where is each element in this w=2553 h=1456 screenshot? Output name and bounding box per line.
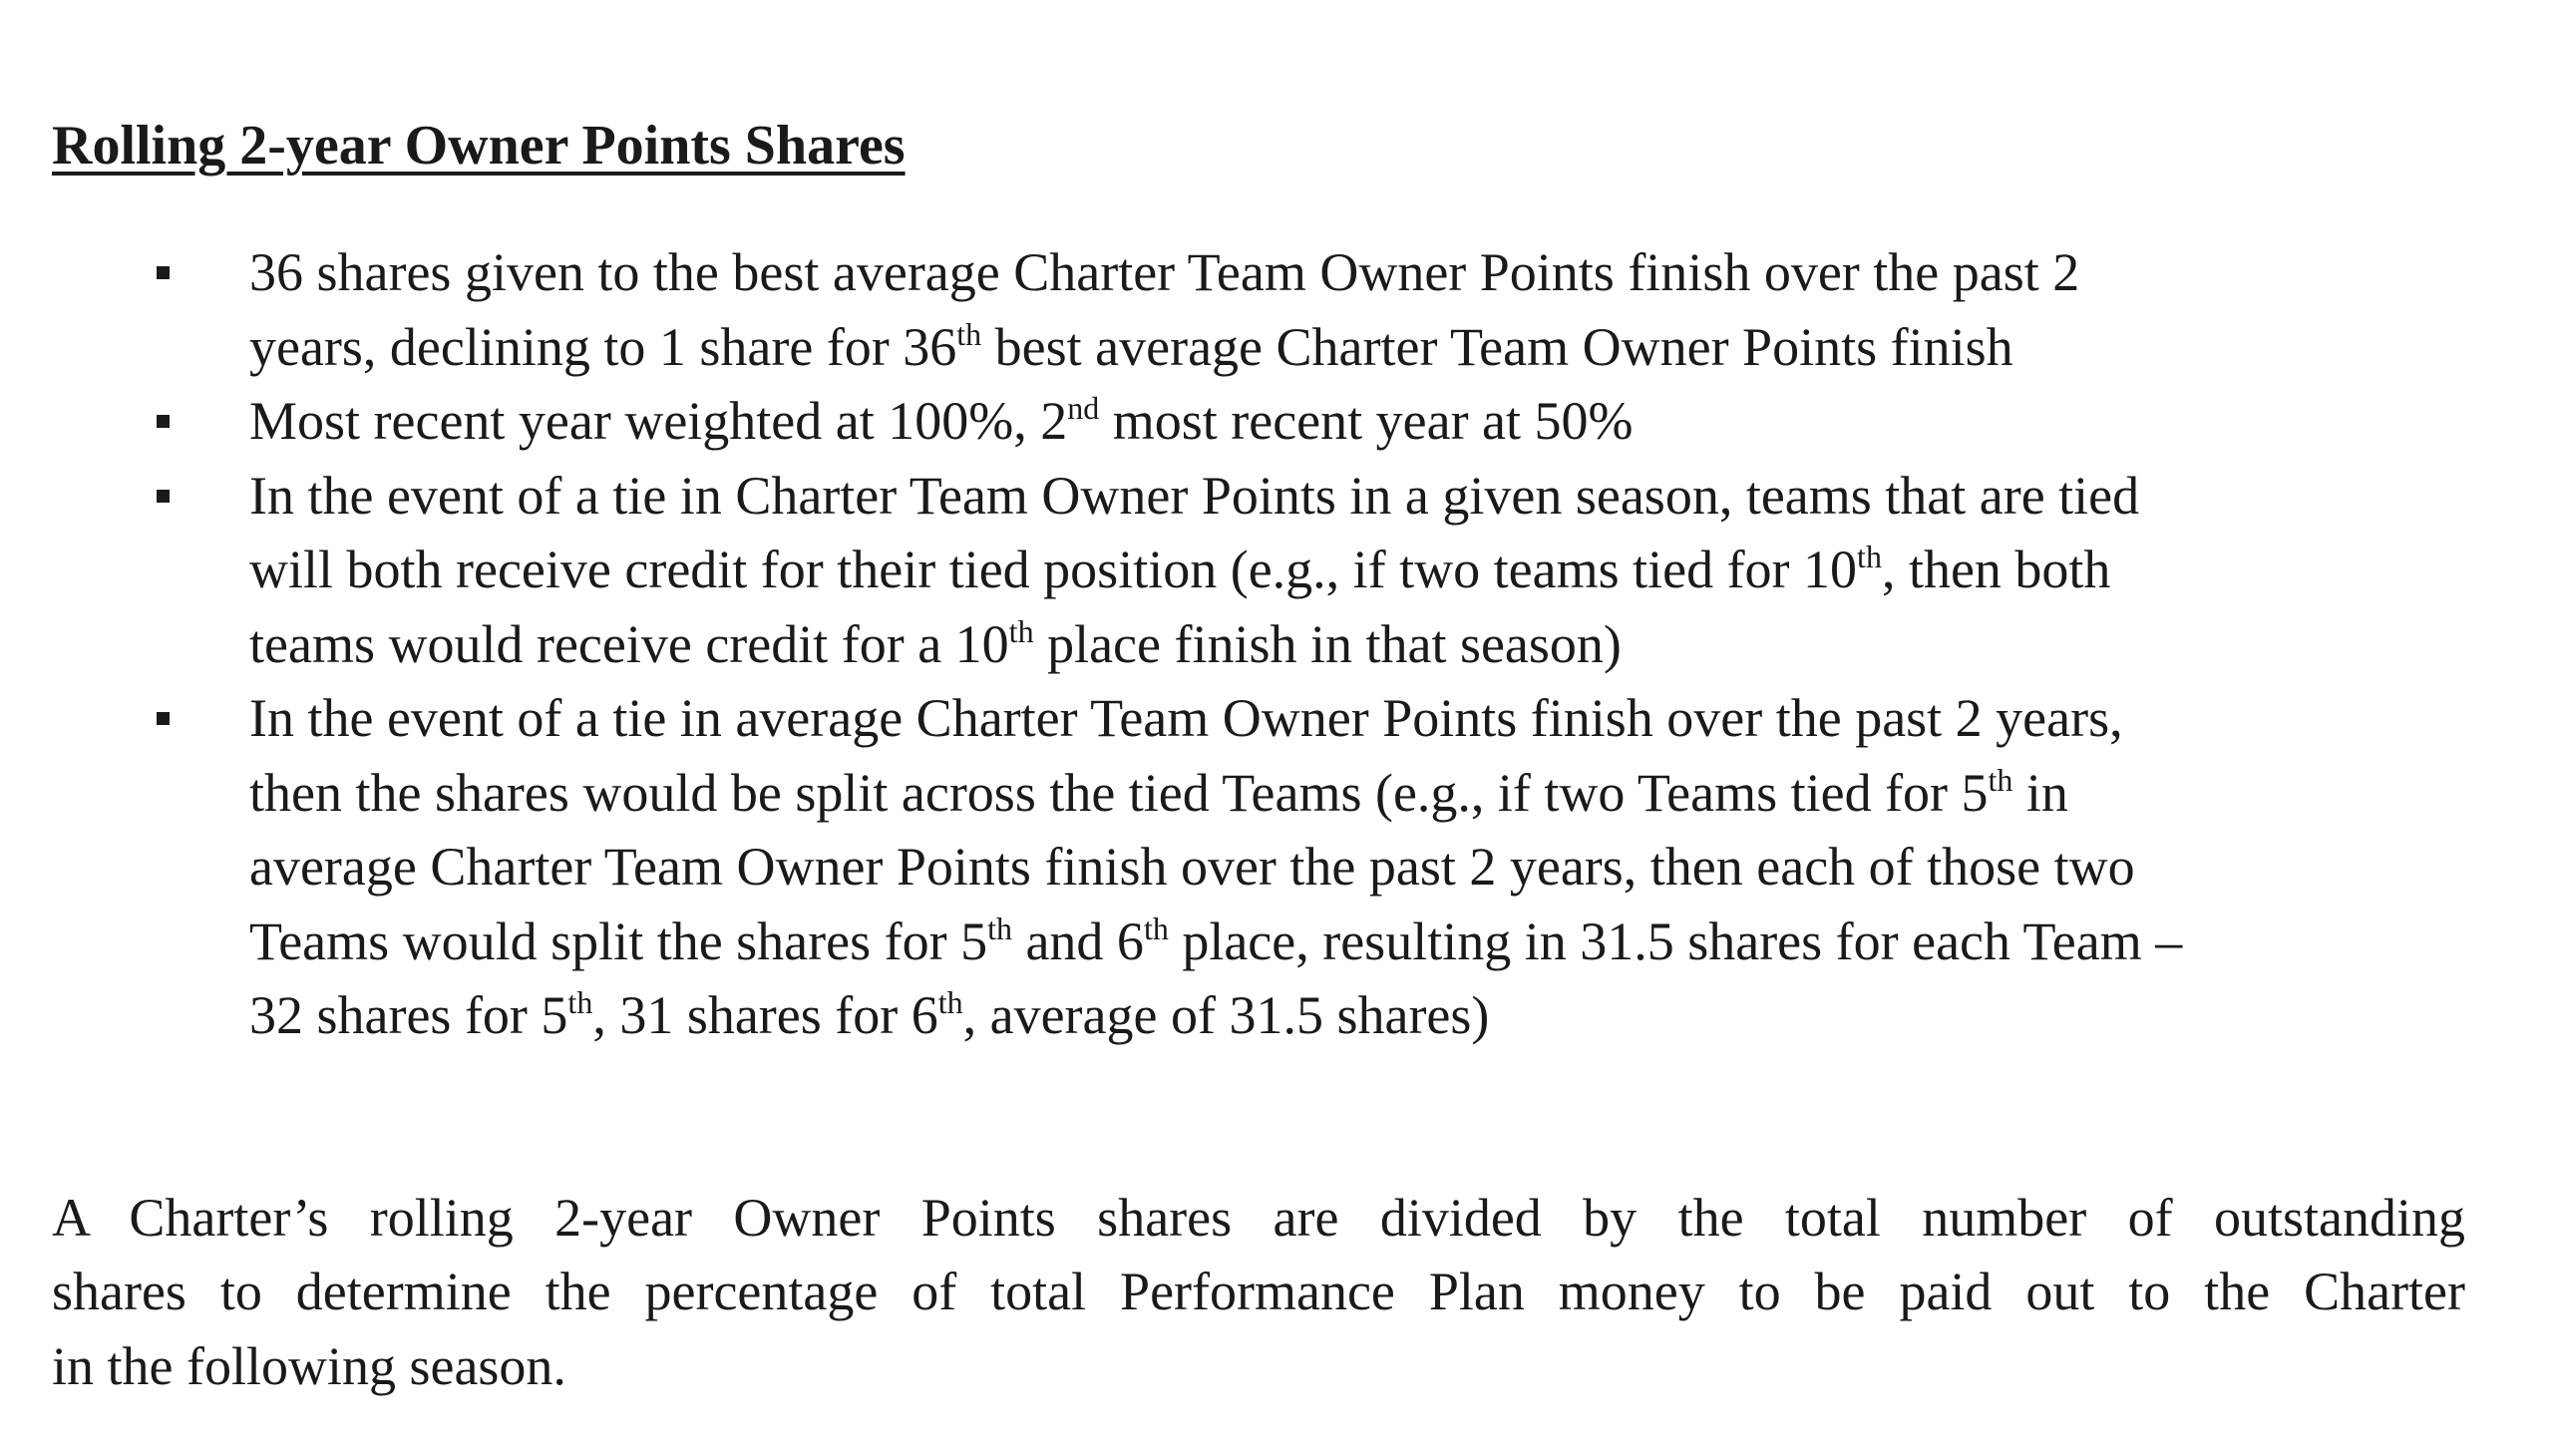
bullet-line [249,756,2483,831]
text-run: most recent year at 50% [1099,391,1634,451]
text-run: In the event of a tie in Charter Team Owner Points in a given season, teams that are tied [249,465,2140,526]
text-run: then the shares would be split across the tied Teams (e.g., if two Teams tied for 5 [249,762,1989,823]
summary-paragraph [52,1181,2465,1404]
text-run: years, declining to 1 share for 36 [249,316,957,377]
text-run: and 6 [1011,910,1144,971]
bullet-line [249,978,2483,1053]
text-run: 32 shares for 5 [249,985,568,1045]
bullet-item [52,235,2483,384]
bullet-line [249,533,2483,607]
paragraph-line: A Charter’s rolling 2-year Owner Points shares are divided by the total number of outstanding [52,1187,2465,1248]
bullet-line [249,607,2483,682]
bullet-line [249,681,2483,756]
section-heading: Rolling 2-year Owner Points Shares [52,115,906,177]
square-bullet-icon [157,712,170,725]
text-run: best average Charter Team Owner Points finish [981,316,2013,377]
text-run: will both receive credit for their tied position (e.g., if two teams tied for 10 [249,540,1858,599]
paragraph-line: in the following season. [52,1335,566,1396]
ordinal-suffix: th [567,984,593,1020]
bullet-item [52,384,2483,459]
bullet-item [52,681,2483,1053]
bullet-list [52,235,2465,1053]
square-bullet-icon [157,415,170,428]
square-bullet-icon [157,490,170,503]
text-run: teams would receive credit for a 10 [249,613,1009,674]
document-body [52,112,2465,1403]
text-run: 36 shares given to the best average Charter Team Owner Points finish over the past 2 [249,242,2080,302]
text-run: In the event of a tie in average Charter Team Owner Points finish over the past 2 years, [249,688,2123,748]
bullet-line [249,459,2483,534]
paragraph-line: shares to determine the percentage of total Performance Plan money to be paid out to the Charter [52,1262,2465,1321]
text-run: in [2012,762,2068,823]
ordinal-suffix: th [1008,612,1034,649]
text-run: Teams would split the shares for 5 [249,910,988,971]
ordinal-suffix: th [987,910,1012,946]
bullet-line [249,905,2483,979]
bullet-line [249,830,2483,905]
bullet-item [52,459,2483,682]
text-run: Most recent year weighted at 100%, 2 [249,391,1068,451]
text-run: , average of 31.5 shares) [962,985,1490,1045]
text-run: average Charter Team Owner Points finish over the past 2 years, then each of those two [249,837,2135,897]
ordinal-suffix: th [1857,539,1882,574]
bullet-line [249,310,2483,385]
text-run: , then both [1881,540,2111,599]
ordinal-suffix: th [956,315,982,352]
ordinal-suffix: nd [1067,390,1100,426]
bullet-line [249,235,2483,310]
bullet-line [249,384,2483,459]
ordinal-suffix: th [1988,761,2013,798]
text-run: place, resulting in 31.5 shares for each Team – [1168,910,2183,971]
square-bullet-icon [157,266,170,279]
ordinal-suffix: th [1143,910,1169,946]
text-run: , 31 shares for 6 [592,985,938,1045]
text-run: place finish in that season) [1033,613,1622,674]
ordinal-suffix: th [937,984,963,1020]
